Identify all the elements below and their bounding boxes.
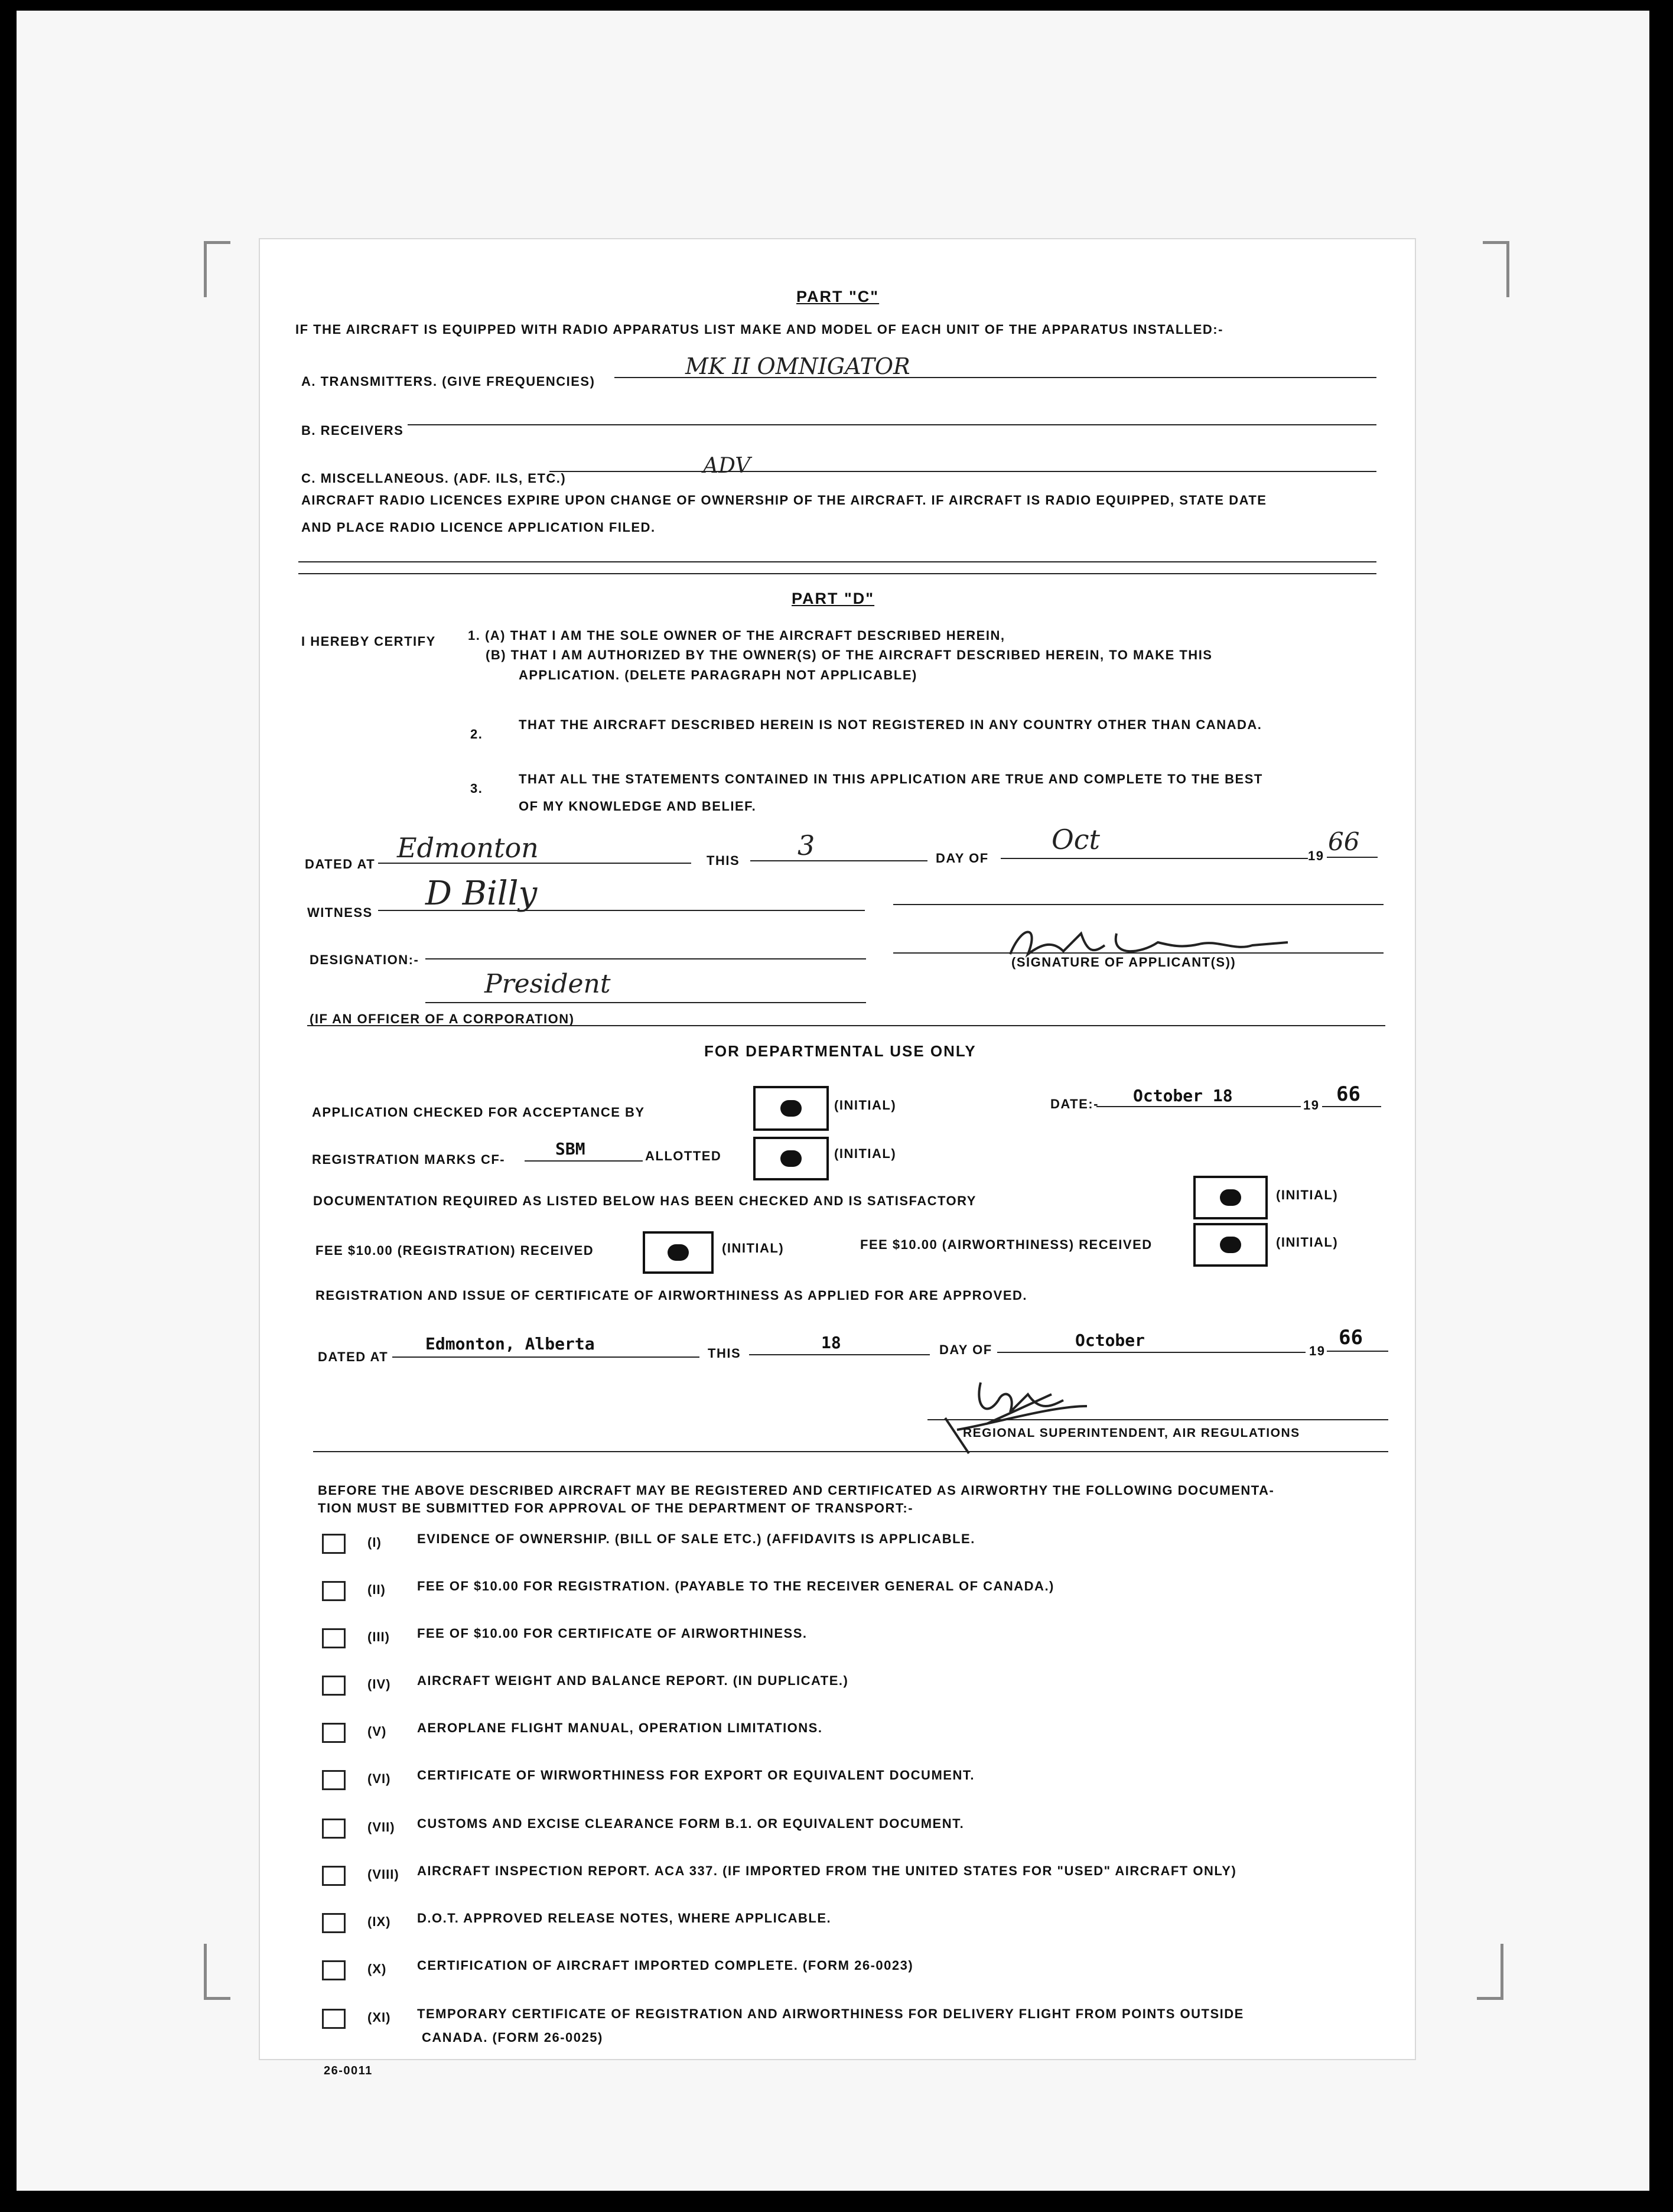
part-c-intro: IF THE AIRCRAFT IS EQUIPPED WITH RADIO APPARATUS LIST MAKE AND MODEL OF EACH UNIT OF THE APPARATUS INSTALLED:- [295, 322, 1223, 337]
superintendent-signature [933, 1371, 1181, 1459]
document-item-text: CUSTOMS AND EXCISE CLEARANCE FORM B.1. OR EQUIVALENT DOCUMENT. [417, 1816, 965, 1831]
document-item-number: (II) [367, 1582, 386, 1597]
document-item-text: D.O.T. APPROVED RELEASE NOTES, WHERE APPLICABLE. [417, 1911, 832, 1925]
receivers-line [408, 424, 1376, 425]
document-item-text: FEE OF $10.00 FOR REGISTRATION. (PAYABLE TO THE RECEIVER GENERAL OF CANADA.) [417, 1579, 1054, 1593]
transmitters-value: MK II OMNIGATOR [685, 353, 910, 379]
this-line [750, 860, 927, 861]
dated-at-label: DATED AT [305, 857, 376, 871]
checked-initial-label: (INITIAL) [834, 1098, 897, 1112]
document-item-text: AEROPLANE FLIGHT MANUAL, OPERATION LIMITATIONS. [417, 1720, 823, 1735]
misc-line [549, 471, 1376, 472]
certify-label: I HEREBY CERTIFY [301, 634, 436, 649]
part-c-bottom-rule [298, 573, 1376, 574]
certify-item-3-line-2: OF MY KNOWLEDGE AND BELIEF. [519, 799, 757, 814]
dept-day-of-value: October [1075, 1331, 1145, 1350]
document-checkbox[interactable] [322, 1866, 346, 1886]
document-checkbox[interactable] [322, 1534, 346, 1554]
dept-dated-at-label: DATED AT [318, 1349, 389, 1364]
year-value: 66 [1328, 827, 1360, 856]
dept-this-value: 18 [821, 1333, 841, 1352]
designation-label: DESIGNATION:- [310, 952, 419, 967]
fee-airworthiness-initial-box[interactable] [1193, 1223, 1268, 1267]
allotted-initial-label: (INITIAL) [834, 1146, 897, 1161]
dept-day-of-label: DAY OF [939, 1342, 992, 1357]
dept-this-line [749, 1354, 930, 1355]
officer-line [425, 1002, 866, 1003]
document-item-number: (IX) [367, 1914, 391, 1929]
day-of-value: Oct [1052, 824, 1100, 855]
applicant-line-1 [893, 904, 1384, 905]
designation-line [425, 958, 866, 959]
registration-marks-value: SBM [555, 1139, 585, 1159]
dated-at-value: Edmonton [397, 832, 539, 864]
document-item-text: CERTIFICATION OF AIRCRAFT IMPORTED COMPLETE. (FORM 26-0023) [417, 1958, 914, 1973]
document-item-text: AIRCRAFT INSPECTION REPORT. ACA 337. (IF IMPORTED FROM THE UNITED STATES FOR "USED" AIRCRAFT ONLY) [417, 1863, 1237, 1878]
date-year-prefix: 19 [1303, 1098, 1320, 1112]
this-value: 3 [798, 830, 815, 861]
checked-by-label: APPLICATION CHECKED FOR ACCEPTANCE BY [312, 1105, 645, 1120]
dept-this-label: THIS [708, 1346, 741, 1361]
fee-registration-initial-label: (INITIAL) [722, 1241, 785, 1255]
licence-answer-line [298, 561, 1376, 562]
document-item-text: EVIDENCE OF OWNERSHIP. (BILL OF SALE ETC.) (AFFIDAVITS IS APPLICABLE. [417, 1531, 975, 1546]
document-checkbox[interactable] [322, 1723, 346, 1743]
document-item-text: TEMPORARY CERTIFICATE OF REGISTRATION AND AIRWORTHINESS FOR DELIVERY FLIGHT FROM POINTS OUTSIDE [417, 2006, 1244, 2021]
crop-mark [204, 241, 230, 297]
document-item-number: (VIII) [367, 1867, 399, 1882]
departmental-heading: FOR DEPARTMENTAL USE ONLY [704, 1042, 977, 1060]
allotted-initial-box[interactable] [753, 1137, 829, 1180]
dept-dated-at-line [392, 1357, 699, 1358]
approved-statement: REGISTRATION AND ISSUE OF CERTIFICATE OF AIRWORTHINESS AS APPLIED FOR ARE APPROVED. [315, 1288, 1028, 1303]
document-item-text: FEE OF $10.00 FOR CERTIFICATE OF AIRWORTHINESS. [417, 1626, 808, 1641]
document-checkbox[interactable] [322, 1770, 346, 1790]
document-checkbox[interactable] [322, 1960, 346, 1980]
document-checkbox[interactable] [322, 1581, 346, 1601]
registration-marks-label: REGISTRATION MARKS CF- [312, 1152, 506, 1167]
certify-item-2: THAT THE AIRCRAFT DESCRIBED HEREIN IS NOT REGISTERED IN ANY COUNTRY OTHER THAN CANADA. [519, 717, 1262, 732]
document-item-number: (XI) [367, 2010, 391, 2025]
dept-year-prefix: 19 [1309, 1344, 1326, 1358]
dept-year-value: 66 [1339, 1326, 1363, 1349]
crop-mark [1483, 241, 1509, 297]
form-number: 26-0011 [324, 2064, 373, 2077]
designation-value: President [484, 969, 611, 999]
documentation-initial-label: (INITIAL) [1276, 1188, 1339, 1202]
fee-registration-label: FEE $10.00 (REGISTRATION) RECEIVED [315, 1243, 594, 1258]
allotted-label: ALLOTTED [645, 1149, 722, 1163]
fee-registration-initial-box[interactable] [643, 1231, 714, 1274]
crop-mark [1477, 1944, 1503, 2000]
misc-value: ADV [703, 454, 751, 478]
this-label: THIS [707, 853, 740, 868]
licence-note-line-1: AIRCRAFT RADIO LICENCES EXPIRE UPON CHANGE OF OWNERSHIP OF THE AIRCRAFT. IF AIRCRAFT IS RADIO EQUIPPED, STATE DATE [301, 493, 1267, 508]
document-item-number: (VI) [367, 1771, 391, 1786]
documentation-intro-line-1: BEFORE THE ABOVE DESCRIBED AIRCRAFT MAY BE REGISTERED AND CERTIFICATED AS AIRWORTHY THE FOLLOWING DOCUMENTA- [318, 1483, 1275, 1498]
registration-marks-line [525, 1160, 643, 1162]
receivers-label: B. RECEIVERS [301, 423, 404, 438]
documentation-checked-label: DOCUMENTATION REQUIRED AS LISTED BELOW HAS BEEN CHECKED AND IS SATISFACTORY [313, 1193, 977, 1208]
dept-year-line [1327, 1351, 1388, 1352]
document-item-text: AIRCRAFT WEIGHT AND BALANCE REPORT. (IN DUPLICATE.) [417, 1673, 849, 1688]
document-checkbox[interactable] [322, 1676, 346, 1696]
certify-item-3-number: 3. [470, 781, 483, 796]
certify-item-1a: 1. (A) THAT I AM THE SOLE OWNER OF THE AIRCRAFT DESCRIBED HEREIN, [468, 628, 1005, 643]
certify-item-1b-line-2: APPLICATION. (DELETE PARAGRAPH NOT APPLICABLE) [519, 668, 917, 682]
dept-day-of-line [997, 1352, 1306, 1353]
documentation-intro-line-2: TION MUST BE SUBMITTED FOR APPROVAL OF THE DEPARTMENT OF TRANSPORT:- [318, 1501, 914, 1515]
witness-label: WITNESS [307, 905, 373, 920]
misc-label: C. MISCELLANEOUS. (ADF. ILS, ETC.) [301, 471, 567, 486]
document-item-text: CERTIFICATE OF WIRWORTHINESS FOR EXPORT OR EQUIVALENT DOCUMENT. [417, 1768, 975, 1782]
date-line [1096, 1106, 1301, 1107]
licence-note-line-2: AND PLACE RADIO LICENCE APPLICATION FILED. [301, 520, 656, 535]
document-checkbox[interactable] [322, 1819, 346, 1839]
document-checkbox[interactable] [322, 1913, 346, 1933]
witness-value: D Billy [425, 874, 538, 913]
documentation-initial-box[interactable] [1193, 1176, 1268, 1219]
document-item-number: (VII) [367, 1820, 395, 1834]
certify-item-2-number: 2. [470, 727, 483, 741]
date-value: October 18 [1133, 1086, 1233, 1105]
crop-mark [204, 1944, 230, 2000]
fee-airworthiness-initial-label: (INITIAL) [1276, 1235, 1339, 1250]
signature-label: (SIGNATURE OF APPLICANT(S)) [1011, 955, 1236, 970]
part-d-bottom-rule [307, 1025, 1385, 1026]
document-item-number: (V) [367, 1724, 387, 1739]
year-line [1327, 857, 1378, 858]
document-item-number: (III) [367, 1629, 390, 1644]
checked-initial-box[interactable] [753, 1086, 829, 1131]
superintendent-line-upper [927, 1419, 1388, 1420]
document-item-number: (I) [367, 1535, 382, 1550]
part-d-heading: PART "D" [792, 590, 875, 607]
transmitters-label: A. TRANSMITTERS. (GIVE FREQUENCIES) [301, 374, 595, 389]
document-item-number: (X) [367, 1961, 387, 1976]
dept-dated-at-value: Edmonton, Alberta [425, 1334, 595, 1354]
day-of-label: DAY OF [936, 851, 989, 866]
fee-airworthiness-label: FEE $10.00 (AIRWORTHINESS) RECEIVED [860, 1237, 1153, 1252]
year-prefix: 19 [1308, 848, 1324, 863]
certify-item-1b-line-1: (B) THAT I AM AUTHORIZED BY THE OWNER(S) OF THE AIRCRAFT DESCRIBED HEREIN, TO MAKE THIS [486, 648, 1213, 662]
departmental-bottom-rule [313, 1451, 1388, 1452]
day-of-line [1001, 858, 1308, 859]
certify-item-3-line-1: THAT ALL THE STATEMENTS CONTAINED IN THIS APPLICATION ARE TRUE AND COMPLETE TO THE BEST [519, 772, 1263, 786]
document-checkbox[interactable] [322, 2009, 346, 2029]
superintendent-label: REGIONAL SUPERINTENDENT, AIR REGULATIONS [963, 1426, 1300, 1440]
item-xi-line-2: CANADA. (FORM 26-0025) [422, 2030, 603, 2045]
officer-note: (IF AN OFFICER OF A CORPORATION) [310, 1011, 575, 1026]
document-item-number: (IV) [367, 1677, 391, 1691]
date-year-value: 66 [1336, 1082, 1360, 1106]
document-checkbox[interactable] [322, 1628, 346, 1648]
date-label: DATE:- [1050, 1097, 1099, 1111]
part-c-heading: PART "C" [796, 288, 880, 305]
date-year-line [1322, 1106, 1381, 1107]
